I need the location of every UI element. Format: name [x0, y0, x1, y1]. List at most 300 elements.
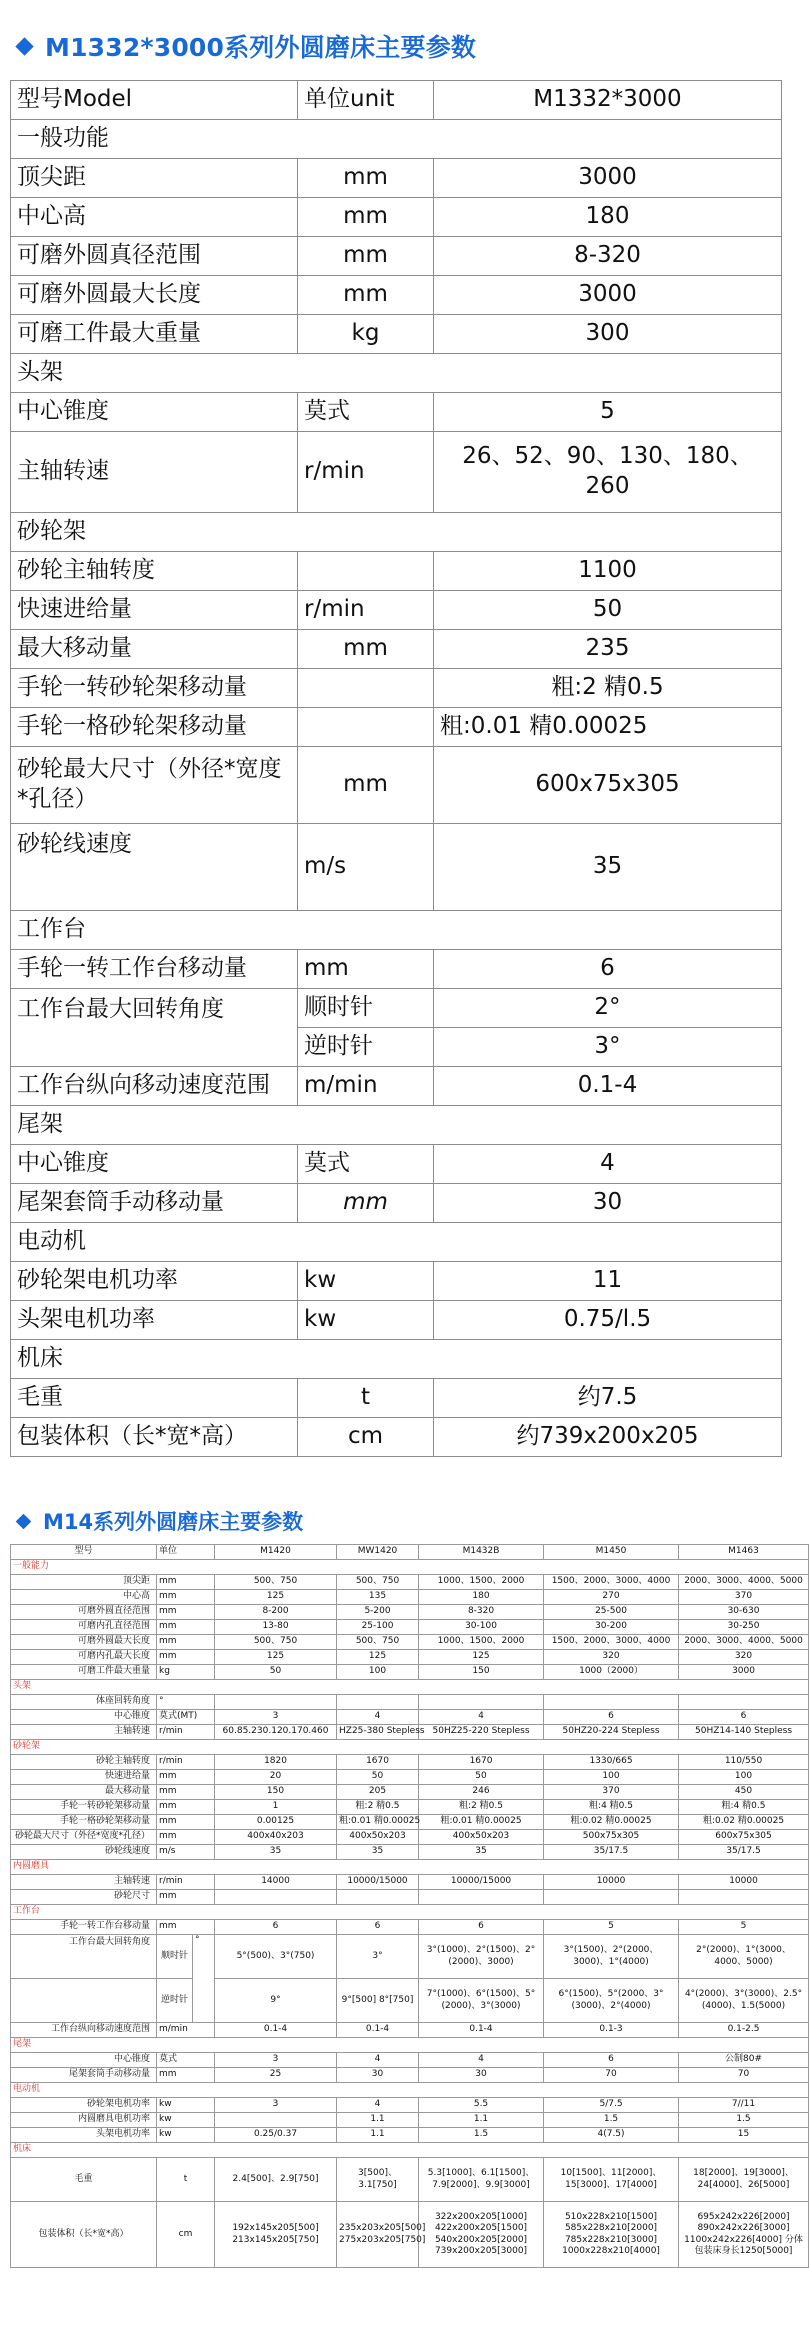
param-value: 35/17.5: [679, 1845, 809, 1860]
table-row: [11, 1815, 809, 1830]
table-row: [11, 2113, 809, 2128]
param-value: 150: [419, 1665, 544, 1680]
param-value: 322x200x205[1000] 422x200x205[1500] 540x200x205[2000] 739x200x205[3000]: [419, 2202, 544, 2268]
table-row: [11, 1650, 809, 1665]
table-row: [11, 1067, 782, 1106]
param-value: 246: [419, 1785, 544, 1800]
table-row: [11, 2068, 809, 2083]
param-unit: t: [157, 2158, 215, 2202]
param-unit: kw: [298, 1262, 434, 1301]
param-value: 25-500: [544, 1605, 679, 1620]
param-value: 25: [215, 2068, 337, 2083]
param-value: [337, 1890, 419, 1905]
table-row: [11, 1635, 809, 1650]
param-unit: mm: [157, 1650, 215, 1665]
section-row: [11, 1740, 809, 1755]
param-value: 4°(2000)、3°(3000)、2.5°(4000)、1.5(5000): [679, 1979, 809, 2023]
header-model-name: M1463: [679, 1545, 809, 1560]
section-row: [11, 1560, 809, 1575]
table-row: [11, 276, 782, 315]
param-value: 3°: [434, 1028, 782, 1067]
table-row: [11, 1725, 809, 1740]
param-name: 快速进给量: [11, 591, 298, 630]
table-row: [11, 1184, 782, 1223]
param-value: 9°[500] 8°[750]: [337, 1979, 419, 2023]
param-value: 4: [337, 2053, 419, 2068]
param-value: 0.00125: [215, 1815, 337, 1830]
param-unit: mm: [157, 1605, 215, 1620]
param-name: 顶尖距: [11, 1575, 157, 1590]
param-name: 砂轮线速度: [11, 824, 298, 911]
param-value: 2°(2000)、1°(3000、4000、5000): [679, 1935, 809, 1979]
param-name: 体座回转角度: [11, 1695, 157, 1710]
param-name: 中心高: [11, 198, 298, 237]
table-row: [11, 315, 782, 354]
param-value: 1.5: [419, 2128, 544, 2143]
section-machine: 机床: [11, 1340, 782, 1379]
param-name: 砂轮尺寸: [11, 1890, 157, 1905]
header-model-name: M1420: [215, 1545, 337, 1560]
table-row: [11, 393, 782, 432]
param-name: 可磨外圆直径范围: [11, 1605, 157, 1620]
param-value: [679, 1695, 809, 1710]
param-name: 可磨外圆最大长度: [11, 1635, 157, 1650]
param-unit: mm: [157, 1890, 215, 1905]
param-value: 370: [544, 1785, 679, 1800]
param-name: 最大移动量: [11, 1785, 157, 1800]
param-value: 8-200: [215, 1605, 337, 1620]
param-value: 270: [544, 1590, 679, 1605]
param-name: 中心高: [11, 1590, 157, 1605]
param-unit: mm: [157, 1770, 215, 1785]
param-unit: °: [157, 1695, 215, 1710]
table-row: [11, 1145, 782, 1184]
param-value: 1500、2000、3000、4000: [544, 1635, 679, 1650]
param-value: 4: [337, 2098, 419, 2113]
param-value: [419, 1890, 544, 1905]
param-value: 11: [434, 1262, 782, 1301]
param-value: 320: [544, 1650, 679, 1665]
param-unit: 莫式(MT): [157, 1710, 215, 1725]
table-row: [11, 1979, 809, 2023]
param-unit: mm: [157, 1635, 215, 1650]
param-unit: mm: [298, 950, 434, 989]
param-value: 50HZ14-140 Stepless: [679, 1725, 809, 1740]
rotation-ccw-label: 逆时针: [157, 1979, 193, 2023]
param-value: [215, 1890, 337, 1905]
param-value: 1100: [434, 552, 782, 591]
param-value: 3000: [434, 159, 782, 198]
header-unit: 单位: [157, 1545, 215, 1560]
param-value: 5.5: [419, 2098, 544, 2113]
table-row: [11, 708, 782, 747]
table-row: [11, 1845, 809, 1860]
param-unit: [298, 669, 434, 708]
param-value: 1.1: [337, 2113, 419, 2128]
param-value: 370: [679, 1590, 809, 1605]
param-value: 4: [337, 1710, 419, 1725]
param-value: 粗:4 精0.5: [679, 1800, 809, 1815]
param-name: 工作台最大回转角度: [11, 989, 298, 1067]
table-row: [11, 950, 782, 989]
param-value: 1000（2000）: [544, 1665, 679, 1680]
rotation-cw-label: 顺时针: [157, 1935, 193, 1979]
diamond-bullet-icon: [16, 1513, 32, 1529]
param-value: [419, 1695, 544, 1710]
param-unit: kw: [157, 2113, 215, 2128]
param-unit: mm: [157, 1920, 215, 1935]
param-value: 18[2000]、19[3000]、24[4000]、26[5000]: [679, 2158, 809, 2202]
param-value: 10000: [544, 1875, 679, 1890]
table-row: [11, 1620, 809, 1635]
param-value: 10000: [679, 1875, 809, 1890]
section-row: [11, 2143, 809, 2158]
param-value: 3°: [337, 1935, 419, 1979]
param-value: 450: [679, 1785, 809, 1800]
param-name: 内圆磨具电机功率: [11, 2113, 157, 2128]
section-inner-grinder: 内圆磨具: [11, 1860, 809, 1875]
param-value: 公制80#: [679, 2053, 809, 2068]
param-value: 粗:2 精0.5: [337, 1800, 419, 1815]
table-row: [11, 159, 782, 198]
param-name: 主轴转速: [11, 1875, 157, 1890]
param-value: 500、750: [337, 1575, 419, 1590]
param-value: 235x203x205[500] 275x203x205[750]: [337, 2202, 419, 2268]
param-value: 0.1-4: [215, 2023, 337, 2038]
param-value: 26、52、90、130、180、260: [434, 432, 782, 513]
header-model: 型号Model: [11, 81, 298, 120]
param-value: 粗:0.01 精0.00025: [337, 1815, 419, 1830]
table-header-row: [11, 81, 782, 120]
table-row: [11, 747, 782, 824]
param-value: 125: [215, 1590, 337, 1605]
param-value: 粗:4 精0.5: [544, 1800, 679, 1815]
param-value: 4: [434, 1145, 782, 1184]
param-value: 粗:0.01 精0.00025: [419, 1815, 544, 1830]
param-unit: t: [298, 1379, 434, 1418]
section-row: [11, 2038, 809, 2053]
param-value: 30-200: [544, 1620, 679, 1635]
m14-spec-table: [10, 1544, 809, 2268]
param-value: 1000、1500、2000: [419, 1635, 544, 1650]
section-head: 头架: [11, 1680, 809, 1695]
table-row: [11, 630, 782, 669]
param-value: 3: [215, 2098, 337, 2113]
param-value: 5-200: [337, 1605, 419, 1620]
param-value: 50HZ20-224 Stepless: [544, 1725, 679, 1740]
param-value: 0.75/l.5: [434, 1301, 782, 1340]
table-row: [11, 1301, 782, 1340]
diamond-bullet-icon: [15, 37, 33, 55]
header-model-name: M1432B: [419, 1545, 544, 1560]
param-unit: m/min: [298, 1067, 434, 1106]
param-value: 约739x200x205: [434, 1418, 782, 1457]
param-value: 2°: [434, 989, 782, 1028]
header-model-name: MW1420: [337, 1545, 419, 1560]
param-value: 0.25/0.37: [215, 2128, 337, 2143]
param-value: 35: [434, 824, 782, 911]
param-unit: mm: [157, 1800, 215, 1815]
section-general: 一般功能: [11, 120, 782, 159]
param-value: 695x242x226[2000] 890x242x226[3000] 1100x242x226[4000] 分体包装床身长1250[5000]: [679, 2202, 809, 2268]
param-unit: mm: [298, 276, 434, 315]
param-name: 尾架套筒手动移动量: [11, 2068, 157, 2083]
param-name: 工作台纵向移动速度范围: [11, 2023, 157, 2038]
table-row: [11, 2202, 809, 2268]
table-row: [11, 669, 782, 708]
param-name: 毛重: [11, 1379, 298, 1418]
empty-cell: [11, 1979, 157, 2023]
param-unit: [298, 708, 434, 747]
param-value: 35/17.5: [544, 1845, 679, 1860]
param-unit: mm: [298, 237, 434, 276]
param-name: 手轮一转砂轮架移动量: [11, 669, 298, 708]
param-value: 30: [434, 1184, 782, 1223]
param-value: 30-250: [679, 1620, 809, 1635]
param-unit: r/min: [298, 432, 434, 513]
param-value: [215, 1695, 337, 1710]
param-unit: mm: [157, 1575, 215, 1590]
param-name: 手轮一转砂轮架移动量: [11, 1800, 157, 1815]
param-value: 100: [679, 1770, 809, 1785]
param-value: 30-100: [419, 1620, 544, 1635]
section-table: 工作台: [11, 911, 782, 950]
param-name: 可磨工件最大重量: [11, 1665, 157, 1680]
param-value: 6: [434, 950, 782, 989]
param-name: 头架电机功率: [11, 1301, 298, 1340]
param-value: 6: [215, 1920, 337, 1935]
param-unit: m/s: [157, 1845, 215, 1860]
param-value: 50: [337, 1770, 419, 1785]
section-motor: 电动机: [11, 1223, 782, 1262]
param-unit: mm: [298, 1184, 434, 1223]
param-value: 3000: [434, 276, 782, 315]
param-value: HZ25-380 Stepless: [337, 1725, 419, 1740]
param-unit: [298, 552, 434, 591]
section2-title: [14, 1506, 303, 1536]
param-value: 1670: [419, 1755, 544, 1770]
param-value: 3°(1000)、2°(1500)、2°(2000)、3000): [419, 1935, 544, 1979]
section-row: [11, 1680, 809, 1695]
section-table: 工作台: [11, 1905, 809, 1920]
param-value: 20: [215, 1770, 337, 1785]
param-unit: kg: [157, 1665, 215, 1680]
param-value: 235: [434, 630, 782, 669]
param-value: 600x75x305: [434, 747, 782, 824]
param-unit: cm: [157, 2202, 215, 2268]
param-unit: mm: [157, 1785, 215, 1800]
param-value: 0.1-4: [337, 2023, 419, 2038]
param-value: [679, 1890, 809, 1905]
param-name: 快速进给量: [11, 1770, 157, 1785]
param-value: 3: [215, 1710, 337, 1725]
table-row: [11, 824, 782, 911]
param-unit: mm: [157, 1815, 215, 1830]
param-value: 粗:2 精0.5: [434, 669, 782, 708]
param-value: 8-320: [419, 1605, 544, 1620]
param-value: 4: [419, 2053, 544, 2068]
table-row: [11, 552, 782, 591]
param-unit: kw: [157, 2098, 215, 2113]
param-unit: 逆时针: [298, 1028, 434, 1067]
param-unit: 莫式: [298, 393, 434, 432]
param-name: 尾架套筒手动移动量: [11, 1184, 298, 1223]
param-value: 500、750: [215, 1575, 337, 1590]
param-value: 50: [434, 591, 782, 630]
table-row: [11, 1665, 809, 1680]
param-value: 6: [544, 1710, 679, 1725]
param-value: 400x50x203: [419, 1830, 544, 1845]
param-value: 0.1-4: [434, 1067, 782, 1106]
header-unit: 单位unit: [298, 81, 434, 120]
param-name: 可磨外圆最大长度: [11, 276, 298, 315]
param-value: [215, 2113, 337, 2128]
param-value: 400x50x203: [337, 1830, 419, 1845]
param-value: 5/7.5: [544, 2098, 679, 2113]
param-value: 9°: [215, 1979, 337, 2023]
table-row: [11, 1755, 809, 1770]
param-name: 手轮一格砂轮架移动量: [11, 1815, 157, 1830]
param-value: 100: [544, 1770, 679, 1785]
param-value: 5: [434, 393, 782, 432]
section-row: [11, 2083, 809, 2098]
param-name: 可磨外圆真径范围: [11, 237, 298, 276]
param-value: 135: [337, 1590, 419, 1605]
param-unit: mm: [157, 1590, 215, 1605]
m1332-spec-table: [10, 80, 782, 1457]
table-row: [11, 432, 782, 513]
param-value: 2000、3000、4000、5000: [679, 1635, 809, 1650]
param-name: 工作台纵向移动速度范围: [11, 1067, 298, 1106]
param-value: 1.1: [419, 2113, 544, 2128]
param-value: 192x145x205[500] 213x145x205[750]: [215, 2202, 337, 2268]
param-value: 5: [679, 1920, 809, 1935]
param-unit: r/min: [157, 1875, 215, 1890]
table-row: [11, 1710, 809, 1725]
param-value: 1330/665: [544, 1755, 679, 1770]
param-value: 3°(1500)、2°(2000、3000)、1°(4000): [544, 1935, 679, 1979]
param-name: 砂轮架电机功率: [11, 1262, 298, 1301]
param-value: 粗:0.02 精0.00025: [679, 1815, 809, 1830]
param-name: 手轮一转工作台移动量: [11, 950, 298, 989]
param-unit: kw: [157, 2128, 215, 2143]
param-unit: m/s: [298, 824, 434, 911]
param-value: 1.1: [337, 2128, 419, 2143]
table-row: [11, 1785, 809, 1800]
param-name: 手轮一格砂轮架移动量: [11, 708, 298, 747]
table-row: [11, 237, 782, 276]
table-row: [11, 1605, 809, 1620]
table-row: [11, 2128, 809, 2143]
param-unit: m/min: [157, 2023, 215, 2038]
param-value: 1820: [215, 1755, 337, 1770]
param-value: 1.5: [679, 2113, 809, 2128]
param-value: 2.4[500]、2.9[750]: [215, 2158, 337, 2202]
table-row: [11, 198, 782, 237]
section-general: 一般能力: [11, 1560, 809, 1575]
table-row: [11, 1920, 809, 1935]
table-row: [11, 1830, 809, 1845]
param-value: [337, 1695, 419, 1710]
section-row: [11, 1860, 809, 1875]
param-name: 砂轮主轴转度: [11, 552, 298, 591]
param-value: 6: [544, 2053, 679, 2068]
param-value: 50HZ25-220 Stepless: [419, 1725, 544, 1740]
param-value: 125: [337, 1650, 419, 1665]
param-value: 15: [679, 2128, 809, 2143]
param-name: 可磨工件最大重量: [11, 315, 298, 354]
param-value: 0.1-2.5: [679, 2023, 809, 2038]
param-name: 主轴转速: [11, 432, 298, 513]
header-model: 型号: [11, 1545, 157, 1560]
param-value: 180: [434, 198, 782, 237]
section-machine: 机床: [11, 2143, 809, 2158]
param-unit: cm: [298, 1418, 434, 1457]
param-value: 14000: [215, 1875, 337, 1890]
param-name: 主轴转速: [11, 1725, 157, 1740]
param-value: 7//11: [679, 2098, 809, 2113]
table-row: [11, 1935, 809, 1979]
param-name: 中心锥度: [11, 1710, 157, 1725]
param-value: 125: [215, 1650, 337, 1665]
param-name: 头架电机功率: [11, 2128, 157, 2143]
param-value: 6: [337, 1920, 419, 1935]
param-value: 粗:0.02 精0.00025: [544, 1815, 679, 1830]
param-value: 300: [434, 315, 782, 354]
param-value: 400x40x203: [215, 1830, 337, 1845]
param-value: 0.1-4: [419, 2023, 544, 2038]
table-row: [11, 1770, 809, 1785]
param-value: 70: [544, 2068, 679, 2083]
param-value: 5: [544, 1920, 679, 1935]
param-name: 包装体积（长*宽*高）: [11, 2202, 157, 2268]
param-value: 125: [419, 1650, 544, 1665]
param-value: 5.3[1000]、6.1[1500]、7.9[2000]、9.9[3000]: [419, 2158, 544, 2202]
param-value: 35: [419, 1845, 544, 1860]
param-value: 35: [337, 1845, 419, 1860]
param-value: 500、750: [337, 1635, 419, 1650]
table-row: [11, 1379, 782, 1418]
param-name: 中心锥度: [11, 1145, 298, 1184]
param-name: 砂轮最大尺寸（外径*宽度*孔径）: [11, 1830, 157, 1845]
param-name: 工作台最大回转角度: [11, 1935, 157, 1979]
param-name: 毛重: [11, 2158, 157, 2202]
param-value: [544, 1695, 679, 1710]
param-name: 可磨内孔最大长度: [11, 1650, 157, 1665]
param-value: 70: [679, 2068, 809, 2083]
param-value: 粗:2 精0.5: [419, 1800, 544, 1815]
param-unit: r/min: [157, 1725, 215, 1740]
param-unit: °: [193, 1935, 215, 2023]
param-value: 4(7.5): [544, 2128, 679, 2143]
param-unit: mm: [157, 1830, 215, 1845]
param-unit: kw: [298, 1301, 434, 1340]
param-value: 6: [679, 1710, 809, 1725]
table-row: [11, 2023, 809, 2038]
section-wheel: 砂轮架: [11, 513, 782, 552]
param-value: 2000、3000、4000、5000: [679, 1575, 809, 1590]
param-name: 手轮一转工作台移动量: [11, 1920, 157, 1935]
section-row: [11, 1905, 809, 1920]
table-row: [11, 1695, 809, 1710]
param-value: 1670: [337, 1755, 419, 1770]
param-name: 砂轮线速度: [11, 1845, 157, 1860]
param-name: 最大移动量: [11, 630, 298, 669]
param-value: 205: [337, 1785, 419, 1800]
param-value: 4: [419, 1710, 544, 1725]
param-value: 500x75x305: [544, 1830, 679, 1845]
param-unit: mm: [298, 630, 434, 669]
